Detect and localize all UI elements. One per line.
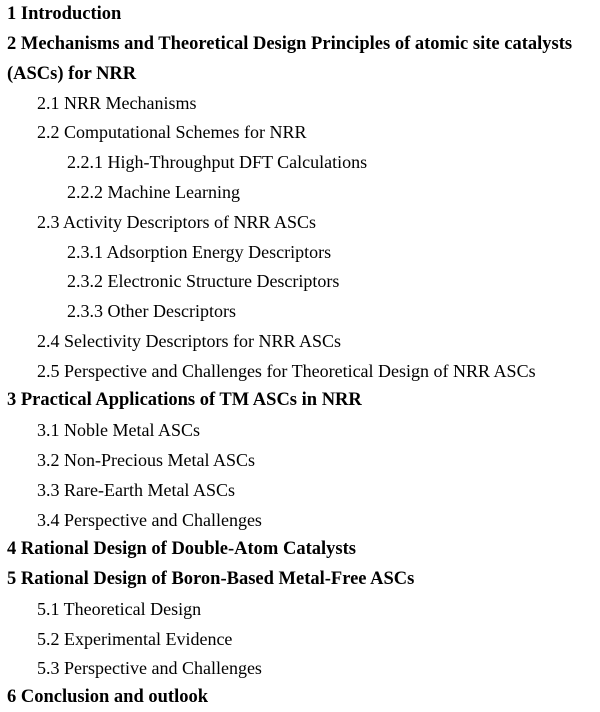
toc-subsection-3-4: 3.4 Perspective and Challenges <box>37 510 262 530</box>
toc-section-4: 4 Rational Design of Double-Atom Catalysts <box>7 539 356 559</box>
toc-subsection-5-1: 5.1 Theoretical Design <box>37 599 202 619</box>
toc-section-2: 2 Mechanisms and Theoretical Design Principles of atomic site catalysts (ASCs) for NRR <box>7 34 573 84</box>
toc-subsection-3-2: 3.2 Non-Precious Metal ASCs <box>37 450 255 470</box>
toc-subsection-2-2: 2.2 Computational Schemes for NRR <box>37 122 307 142</box>
toc-subsection-5-3: 5.3 Perspective and Challenges <box>37 658 262 678</box>
toc-section-3: 3 Practical Applications of TM ASCs in NRR <box>7 390 362 410</box>
toc-subsection-2-5: 2.5 Perspective and Challenges for Theoretical Design of NRR ASCs <box>37 361 536 381</box>
toc-subsection-2-4: 2.4 Selectivity Descriptors for NRR ASCs <box>37 331 341 351</box>
toc-subsubsection-2-2-2: 2.2.2 Machine Learning <box>67 182 240 202</box>
toc-subsection-3-3: 3.3 Rare-Earth Metal ASCs <box>37 480 235 500</box>
toc-subsubsection-2-2-1: 2.2.1 High-Throughput DFT Calculations <box>67 152 368 172</box>
toc-subsubsection-2-3-1: 2.3.1 Adsorption Energy Descriptors <box>67 242 332 262</box>
toc-subsubsection-2-3-3: 2.3.3 Other Descriptors <box>67 301 236 321</box>
toc-subsection-3-1: 3.1 Noble Metal ASCs <box>37 420 201 440</box>
toc-section-5: 5 Rational Design of Boron-Based Metal-Free ASCs <box>7 569 415 589</box>
toc-section-1: 1 Introduction <box>7 4 122 24</box>
toc-subsection-5-2: 5.2 Experimental Evidence <box>37 629 233 649</box>
toc-subsection-2-1: 2.1 NRR Mechanisms <box>37 93 197 113</box>
toc-section-6: 6 Conclusion and outlook <box>7 687 208 707</box>
toc-subsection-2-3: 2.3 Activity Descriptors of NRR ASCs <box>37 212 317 232</box>
toc-subsubsection-2-3-2: 2.3.2 Electronic Structure Descriptors <box>67 271 340 291</box>
